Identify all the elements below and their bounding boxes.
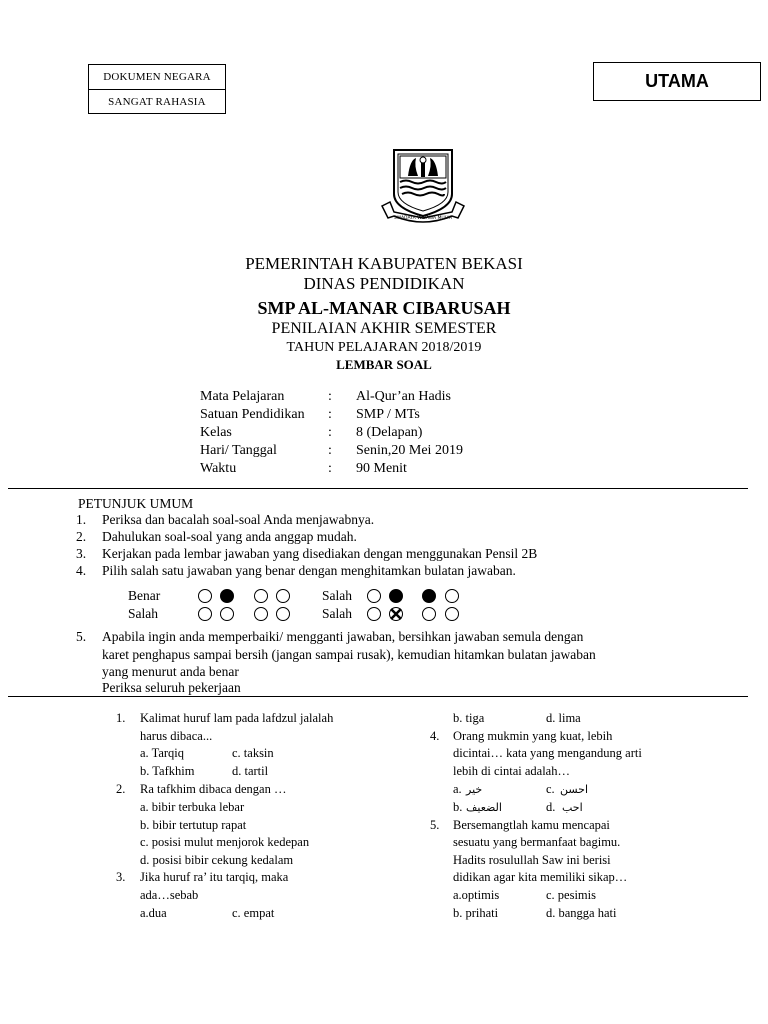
document-classification-box <box>88 64 226 114</box>
instruction-number: 3. <box>76 546 87 561</box>
bekasi-emblem-logo <box>380 146 466 228</box>
question-text: Ra tafkhim dibaca dengan … <box>140 782 287 796</box>
answer-option: a.dua <box>140 906 167 920</box>
example-wrong-label: Salah <box>322 588 352 603</box>
answer-option: a. Tarqiq <box>140 746 185 760</box>
question-text: didikan agar kita memiliki sikap… <box>453 870 628 884</box>
bubble-empty-icon <box>198 607 212 621</box>
question-text: Orang mukmin yang kuat, lebih <box>453 729 613 743</box>
government-title: PEMERINTAH KABUPATEN BEKASI <box>245 254 523 273</box>
divider-bottom <box>8 696 748 697</box>
info-colon: : <box>328 443 332 458</box>
bubble-empty-icon <box>367 589 381 603</box>
question-number: 1. <box>116 711 126 725</box>
answer-option: d. lima <box>546 711 581 725</box>
info-key: Satuan Pendidikan <box>200 407 305 422</box>
classification-line: DOKUMEN NEGARA <box>103 71 211 83</box>
answer-option: c. taksin <box>232 746 274 760</box>
info-colon: : <box>328 407 332 422</box>
instruction-text: Kerjakan pada lembar jawaban yang disediakan dengan menggunakan Pensil 2B <box>102 546 538 561</box>
bubble-empty-icon <box>276 589 290 603</box>
info-value: 90 Menit <box>356 461 407 476</box>
info-value: Senin,20 Mei 2019 <box>356 443 463 458</box>
example-correct-label: Benar <box>128 588 161 603</box>
question-text: dicintai… kata yang mengandung arti <box>453 746 642 760</box>
logo-motto-text: SWADAYA WIBAWA MULYA <box>393 216 453 221</box>
instruction-text: Periksa dan bacalah soal-soal Anda menjawabnya. <box>102 512 375 527</box>
sheet-title: LEMBAR SOAL <box>336 357 432 372</box>
bubble-empty-icon <box>422 607 436 621</box>
info-colon: : <box>328 425 332 440</box>
info-row <box>200 388 463 406</box>
exam-info-table <box>200 388 463 478</box>
answer-option: b. bibir tertutup rapat <box>140 818 247 832</box>
question-text: ada…sebab <box>140 888 199 902</box>
answer-option-arabic: خير <box>466 783 483 796</box>
instruction-item <box>76 563 516 579</box>
example-wrong-label: Salah <box>128 606 158 621</box>
bubble-filled-icon <box>389 589 403 603</box>
department-title: DINAS PENDIDIKAN <box>303 274 465 293</box>
info-key: Kelas <box>200 425 232 440</box>
question-text: Hadits rosulullah Saw ini berisi <box>453 853 611 867</box>
question-text: harus dibaca... <box>140 729 213 743</box>
secrecy-line: SANGAT RAHASIA <box>89 89 225 114</box>
answer-option: c. posisi mulut menjorok kedepan <box>140 835 310 849</box>
version-box: UTAMA <box>593 62 761 101</box>
info-key: Mata Pelajaran <box>200 389 285 404</box>
instruction-text: karet penghapus sampai bersih (jangan sampai rusak), kemudian hitamkan bulatan jawaban <box>102 647 596 662</box>
question-number: 2. <box>116 782 126 796</box>
bubble-empty-icon <box>276 607 290 621</box>
instructions-title: PETUNJUK UMUM <box>78 496 194 511</box>
info-key: Hari/ Tanggal <box>200 443 277 458</box>
answer-option: b. tiga <box>453 711 485 725</box>
instruction-number: 4. <box>76 563 87 578</box>
bubble-empty-icon <box>254 607 268 621</box>
instruction-number: 1. <box>76 512 87 527</box>
answer-option-label: d. <box>546 800 556 814</box>
bubble-empty-icon <box>254 589 268 603</box>
info-colon: : <box>328 461 332 476</box>
exam-title: PENILAIAN AKHIR SEMESTER <box>271 320 497 337</box>
info-value: 8 (Delapan) <box>356 425 423 440</box>
answer-option: a.optimis <box>453 888 500 902</box>
instruction-item <box>76 529 357 545</box>
bubble-crossed-icon <box>389 607 403 621</box>
bubble-empty-icon <box>198 589 212 603</box>
answer-option: b. Tafkhim <box>140 764 195 778</box>
info-key: Waktu <box>200 461 237 476</box>
info-colon: : <box>328 389 332 404</box>
answer-option: d. tartil <box>232 764 269 778</box>
question-text: Kalimat huruf lam pada lafdzul jalalah <box>140 711 334 725</box>
info-value: Al-Qur’an Hadis <box>356 389 451 404</box>
question-text: sesuatu yang bermanfaat bagimu. <box>453 835 621 849</box>
answer-option-label: b. <box>453 800 463 814</box>
instruction-text: yang menurut anda benar <box>102 664 239 679</box>
answer-option-arabic: احسن <box>560 783 589 796</box>
question-text: Bersemangtlah kamu mencapai <box>453 818 610 832</box>
question-number: 3. <box>116 870 126 884</box>
question-number: 5. <box>430 818 440 832</box>
question-text: Jika huruf ra’ itu tarqiq, maka <box>140 870 289 884</box>
academic-year: TAHUN PELAJARAN 2018/2019 <box>286 340 482 355</box>
answer-option: a. bibir terbuka lebar <box>140 800 245 814</box>
instruction-text: Pilih salah satu jawaban yang benar dengan menghitamkan bulatan jawaban. <box>102 563 516 578</box>
answer-option-label: c. <box>546 782 555 796</box>
info-value: SMP / MTs <box>356 407 420 422</box>
question-number: 4. <box>430 729 440 743</box>
answer-option-arabic: الضعيف <box>466 801 502 814</box>
school-name: SMP AL-MANAR CIBARUSAH <box>257 298 511 318</box>
info-row <box>200 442 463 460</box>
answer-option: d. bangga hati <box>546 906 617 920</box>
instruction-number: 5. <box>76 629 87 644</box>
bubble-empty-icon <box>445 589 459 603</box>
instruction-item <box>76 512 374 528</box>
bubble-filled-icon <box>422 589 436 603</box>
answer-option: c. empat <box>232 906 275 920</box>
answer-option-arabic: احب <box>562 801 583 814</box>
bubble-filled-icon <box>220 589 234 603</box>
instruction-item <box>76 546 537 562</box>
instruction-text: Periksa seluruh pekerjaan <box>102 680 241 695</box>
example-wrong-label: Salah <box>322 606 352 621</box>
bubble-empty-icon <box>220 607 234 621</box>
answer-option: b. prihati <box>453 906 499 920</box>
bubble-empty-icon <box>367 607 381 621</box>
info-row <box>200 424 463 442</box>
divider-top <box>8 488 748 489</box>
instruction-text: Dahulukan soal-soal yang anda anggap mudah. <box>102 529 357 544</box>
bubble-empty-icon <box>445 607 459 621</box>
question-text: lebih di cintai adalah… <box>453 764 570 778</box>
instruction-text: Apabila ingin anda memperbaiki/ mengganti jawaban, bersihkan jawaban semula dengan <box>102 629 584 644</box>
answer-option-label: a. <box>453 782 462 796</box>
answer-option: c. pesimis <box>546 888 596 902</box>
instruction-number: 2. <box>76 529 87 544</box>
info-row <box>200 406 463 424</box>
info-row <box>200 460 463 478</box>
answer-option: d. posisi bibir cekung kedalam <box>140 853 294 867</box>
